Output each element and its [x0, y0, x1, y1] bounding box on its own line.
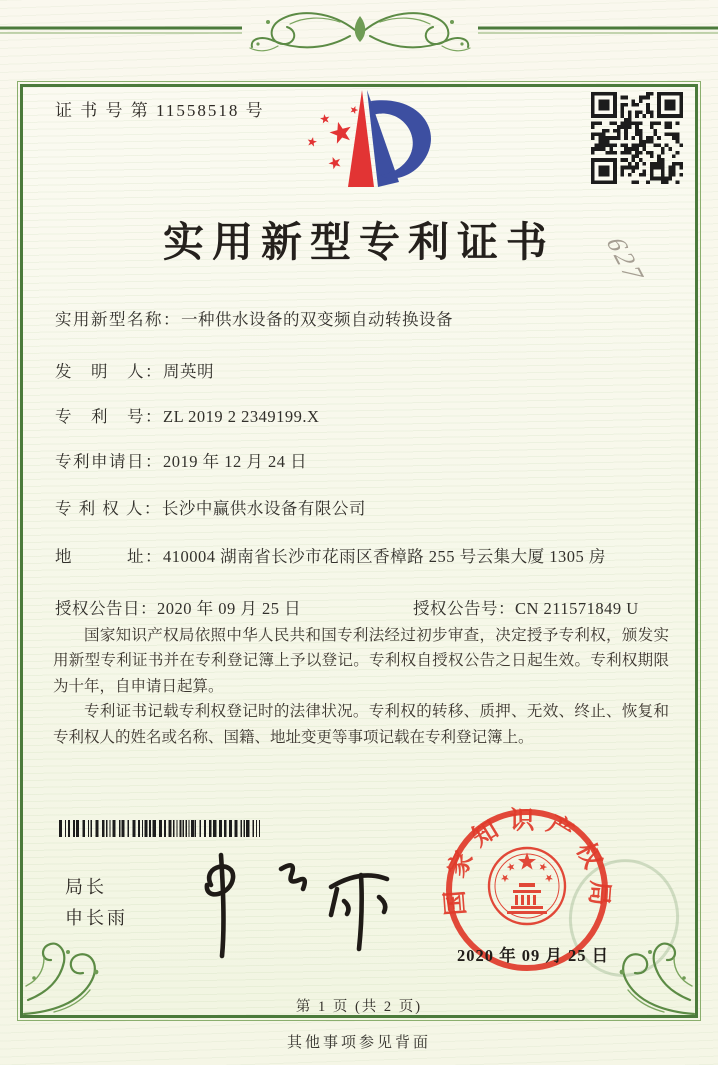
page-number: 第 1 页 (共 2 页) — [295, 999, 423, 1015]
top-ornament-decoration — [0, 0, 718, 60]
corner-flourish-right — [606, 922, 698, 1018]
field-label: 地 址： — [55, 547, 163, 566]
back-page-note: 其他事项参见背面 — [286, 1035, 431, 1051]
field-value: 周英明 — [163, 362, 214, 381]
field-label: 专 利 权 人： — [55, 499, 162, 518]
legal-paragraph: 专利证书记载专利权登记时的法律状况。专利权的转移、质押、无效、终止、恢复和专利权人的姓名或名称、国籍、地址变更等事项记载在专利登记簿上。 — [53, 703, 669, 746]
field-row-filing-date — [55, 448, 307, 472]
field-row-address — [55, 543, 606, 567]
certificate-title: 实用新型专利证书 — [163, 219, 555, 265]
grant-no-label: 授权公告号： — [413, 599, 515, 618]
field-label: 实用新型名称： — [55, 310, 181, 329]
grant-no: CN 211571849 U — [515, 599, 639, 618]
grant-date: 2020 年 09 月 25 日 — [157, 599, 302, 618]
corner-flourish-left — [20, 922, 112, 1018]
field-value: 2019 年 12 月 24 日 — [163, 452, 308, 471]
field-value: 410004 湖南省长沙市花雨区香樟路 255 号云集大厦 1305 房 — [163, 547, 606, 566]
field-row-patentee — [55, 495, 366, 519]
field-value: 长沙中赢供水设备有限公司 — [161, 499, 366, 518]
cnipa-logo — [289, 87, 439, 191]
legal-text — [53, 623, 669, 750]
legal-paragraph: 国家知识产权局依照中华人民共和国专利法经过初步审查，决定授予专利权，颁发实用新型专利证书并在专利登记簿上予以登记。专利权自授权公告之日起生效。专利权期限为十年，自申请日起算。 — [53, 627, 669, 695]
field-row-grant — [55, 595, 639, 619]
director-signature — [181, 845, 411, 960]
barcode — [59, 820, 264, 837]
field-label: 发 明 人： — [55, 362, 163, 381]
field-value: ZL 2019 2 2349199.X — [163, 407, 320, 426]
field-label: 专 利 号： — [55, 407, 163, 426]
grant-date-label: 授权公告日： — [55, 599, 157, 618]
field-label: 专利申请日： — [55, 452, 163, 471]
field-row-patent-no — [55, 403, 319, 427]
director-title: 局长 — [65, 877, 107, 897]
certificate-border-frame — [20, 84, 698, 1018]
director-name: 申长雨 — [65, 908, 128, 928]
seal-date: 2020 年 09 月 25 日 — [456, 946, 610, 965]
qr-code — [591, 92, 683, 184]
field-row-inventor — [55, 358, 214, 382]
certificate-number: 证 书 号 第 11558518 号 — [55, 101, 265, 120]
seal-ring-text: 国家知识产权局 — [440, 807, 614, 917]
field-row-name — [55, 306, 453, 330]
handwritten-note: 627 — [599, 234, 652, 286]
field-value: 一种供水设备的双变频自动转换设备 — [181, 310, 453, 329]
